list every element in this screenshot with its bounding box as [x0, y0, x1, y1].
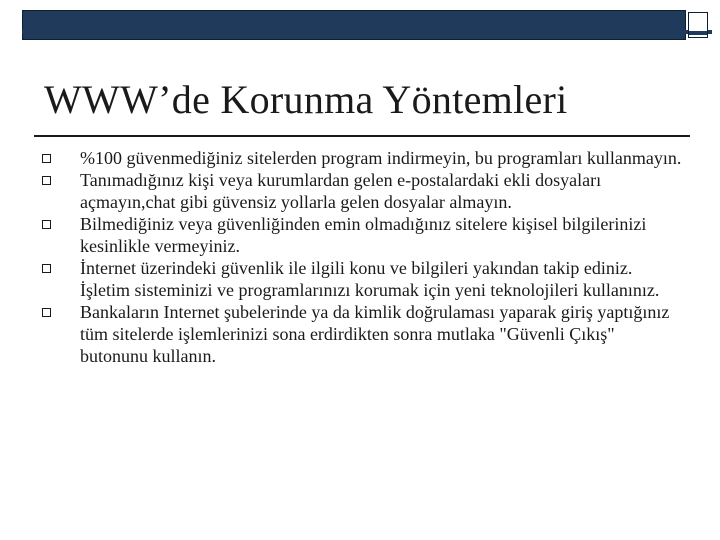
- header-line: [22, 30, 712, 34]
- bullet-text: Bankaların Internet şubelerinde ya da kimlik doğrulaması yaparak giriş yaptığınız tüm sitelerde işlemlerinizi sona erdirdikten sonra mutlaka "Güvenli Çıkış" butonunu kullanın.: [80, 302, 670, 366]
- title-divider: [34, 135, 690, 137]
- square-bullet-icon: [42, 220, 51, 229]
- bullet-item: [42, 257, 682, 301]
- bullet-list: [42, 147, 682, 367]
- square-bullet-icon: [42, 264, 51, 273]
- square-bullet-icon: [42, 308, 51, 317]
- bullet-item: [42, 147, 682, 169]
- bullet-item: [42, 301, 682, 367]
- bullet-text: %100 güvenmediğiniz sitelerden program indirmeyin, bu programları kullanmayın.: [80, 148, 682, 168]
- square-bullet-icon: [42, 154, 51, 163]
- header-dark-band: [22, 10, 686, 40]
- slide-title: WWW’de Korunma Yöntemleri: [44, 77, 568, 122]
- header-square-decoration: [688, 12, 708, 38]
- bullet-text: Tanımadığınız kişi veya kurumlardan gelen e-postalardaki ekli dosyaları açmayın,chat gibi güvensiz yollarla gelen dosyalar almayın.: [80, 170, 602, 212]
- bullet-text: Bilmediğiniz veya güvenliğinden emin olmadığınız sitelere kişisel bilgilerinizi kesinlikle vermeyiniz.: [80, 214, 647, 256]
- header-bar: [22, 10, 712, 40]
- bullet-item: [42, 213, 682, 257]
- bullet-item: [42, 169, 682, 213]
- square-bullet-icon: [42, 176, 51, 185]
- bullet-text: İnternet üzerindeki güvenlik ile ilgili konu ve bilgileri yakından takip ediniz. İşletim sisteminizi ve programlarınızı korumak için yeni teknolojileri kullanınız.: [80, 258, 660, 300]
